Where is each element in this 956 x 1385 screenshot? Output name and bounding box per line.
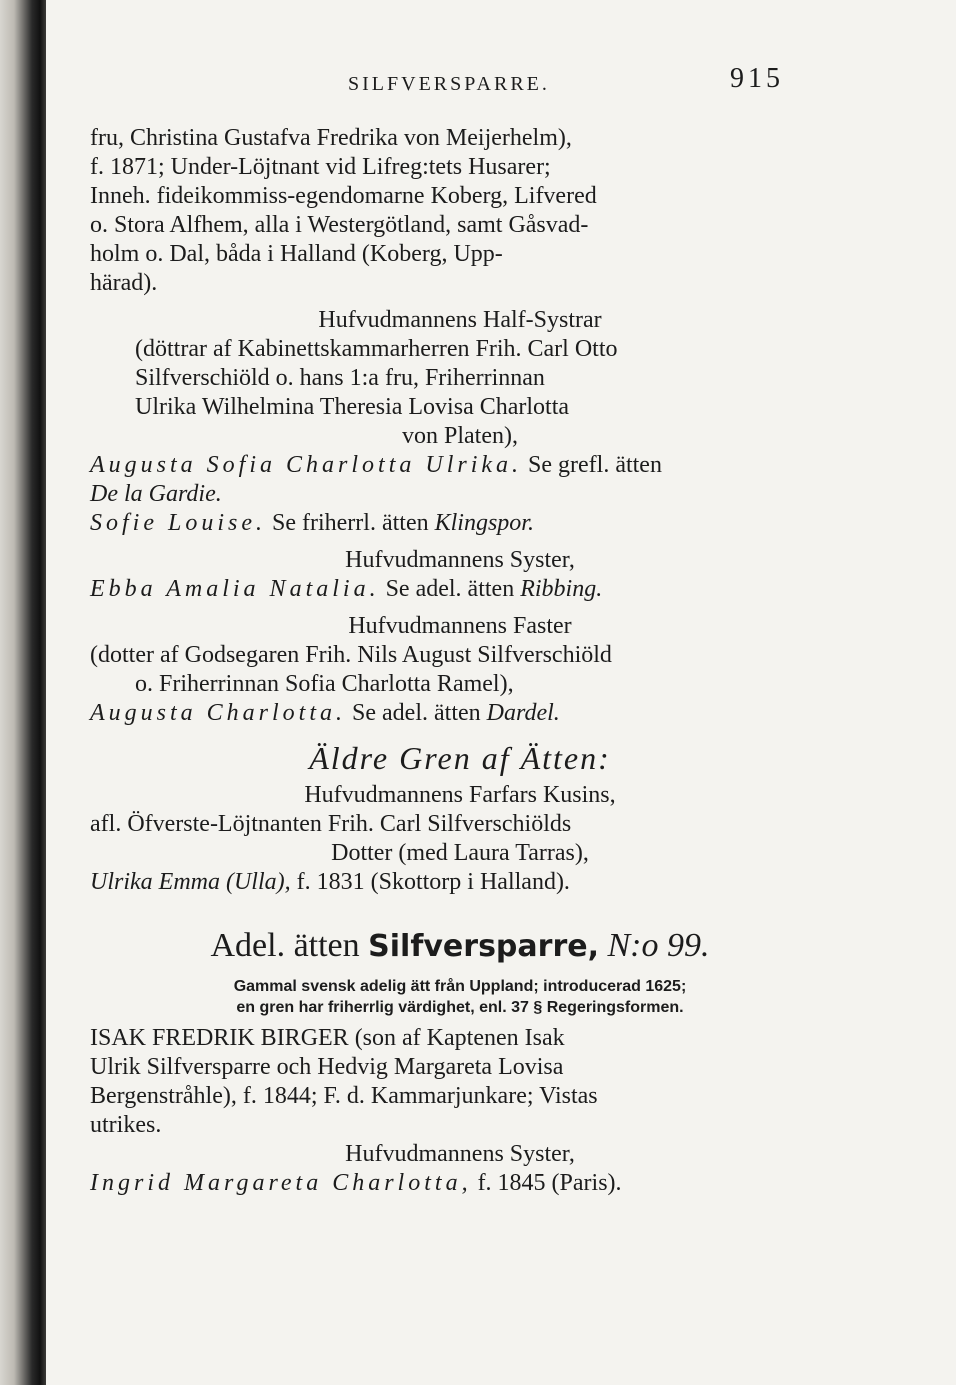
text-line: Dotter (med Laura Tarras), (331, 840, 589, 866)
family-number: N:o 99. (607, 927, 710, 964)
person-name: Sofie Louise. (90, 510, 266, 536)
parentage-line: (dotter af Godsegaren Frih. Nils August Silfverschiöld (90, 642, 612, 668)
person-entry (90, 699, 830, 728)
person-entry (90, 480, 830, 509)
family-reference: Dardel. (486, 700, 560, 726)
reference-text: Se grefl. ätten (528, 452, 662, 478)
running-title: SILFVERSPARRE. (348, 73, 550, 95)
family-reference: De la Gardie. (90, 481, 222, 507)
family-note (90, 976, 830, 1018)
page-header (90, 60, 830, 100)
note-line: Gammal svensk adelig ätt från Uppland; introducerad 1625; (233, 978, 687, 995)
person-entry (90, 509, 830, 538)
text-line: ISAK FREDRIK BIRGER (son af Kaptenen Isak (90, 1025, 565, 1051)
parentage-line: Silfverschiöld o. hans 1:a fru, Friherrinnan (135, 365, 545, 391)
family-title (90, 927, 830, 966)
person-entry (90, 1169, 830, 1198)
text-line: Inneh. fideikommiss-egendomarne Koberg, Lifvered (90, 183, 597, 209)
book-page (90, 60, 830, 1198)
text-line: o. Stora Alfhem, alla i Westergötland, samt Gåsvad- (90, 212, 589, 238)
text-line: holm o. Dal, båda i Halland (Koberg, Upp- (90, 241, 503, 267)
person-entry (90, 575, 830, 604)
text-line: fru, Christina Gustafva Fredrika von Meijerhelm), (90, 125, 572, 151)
family-reference: Klingspor. (434, 510, 534, 536)
page-number: 915 (730, 63, 784, 94)
text-line: Ulrik Silfversparre och Hedvig Margareta Lovisa (90, 1054, 564, 1080)
family-prefix: Adel. ätten (210, 927, 360, 964)
entry-continuation (90, 124, 830, 298)
aunt-heading: Hufvudmannens Faster (348, 613, 572, 639)
text-line: Bergenstråhle), f. 1844; F. d. Kammarjunkare; Vistas (90, 1083, 598, 1109)
parentage-line: von Platen), (402, 423, 518, 449)
sister-heading: Hufvudmannens Syster, (345, 547, 575, 573)
older-branch-heading: Äldre Gren af Ätten: (309, 740, 611, 776)
text-line: afl. Öfverste-Löjtnanten Frih. Carl Silfverschiölds (90, 811, 572, 837)
text-line: f. 1871; Under-Löjtnant vid Lifreg:tets Husarer; (90, 154, 551, 180)
birth-info: f. 1845 (Paris). (477, 1170, 622, 1196)
person-name: Augusta Sofia Charlotta Ulrika. (90, 452, 523, 478)
person-entry (90, 868, 830, 897)
parentage-line: (döttrar af Kabinettskammarherren Frih. Carl Otto (135, 336, 618, 362)
person-name: Augusta Charlotta. (90, 700, 347, 726)
family-reference: Ribbing. (520, 576, 603, 602)
parentage-line: Ulrika Wilhelmina Theresia Lovisa Charlotta (135, 394, 570, 420)
book-spine-shadow (0, 0, 46, 1385)
isak-sister-heading: Hufvudmannens Syster, (345, 1141, 575, 1167)
reference-text: Se friherrl. ätten (272, 510, 429, 536)
family-name: Silfversparre, (368, 929, 599, 964)
isak-entry (90, 1024, 830, 1140)
older-branch-subheading: Hufvudmannens Farfars Kusins, (304, 782, 616, 808)
text-line: utrikes. (90, 1112, 162, 1138)
birth-info: f. 1831 (Skottorp i Halland). (296, 869, 570, 895)
half-sisters-heading: Hufvudmannens Half-Systrar (318, 307, 602, 333)
parentage-line: o. Friherrinnan Sofia Charlotta Ramel), (135, 671, 514, 697)
person-name: Ingrid Margareta Charlotta, (90, 1170, 472, 1196)
text-line: härad). (90, 270, 158, 296)
person-name: Ulrika Emma (Ulla), (90, 869, 291, 895)
reference-text: Se adel. ätten (385, 576, 515, 602)
person-entry (90, 451, 830, 480)
note-line: en gren har friherrlig värdighet, enl. 37 § Regeringsformen. (236, 999, 684, 1016)
person-name: Ebba Amalia Natalia. (90, 576, 380, 602)
reference-text: Se adel. ätten (352, 700, 481, 726)
